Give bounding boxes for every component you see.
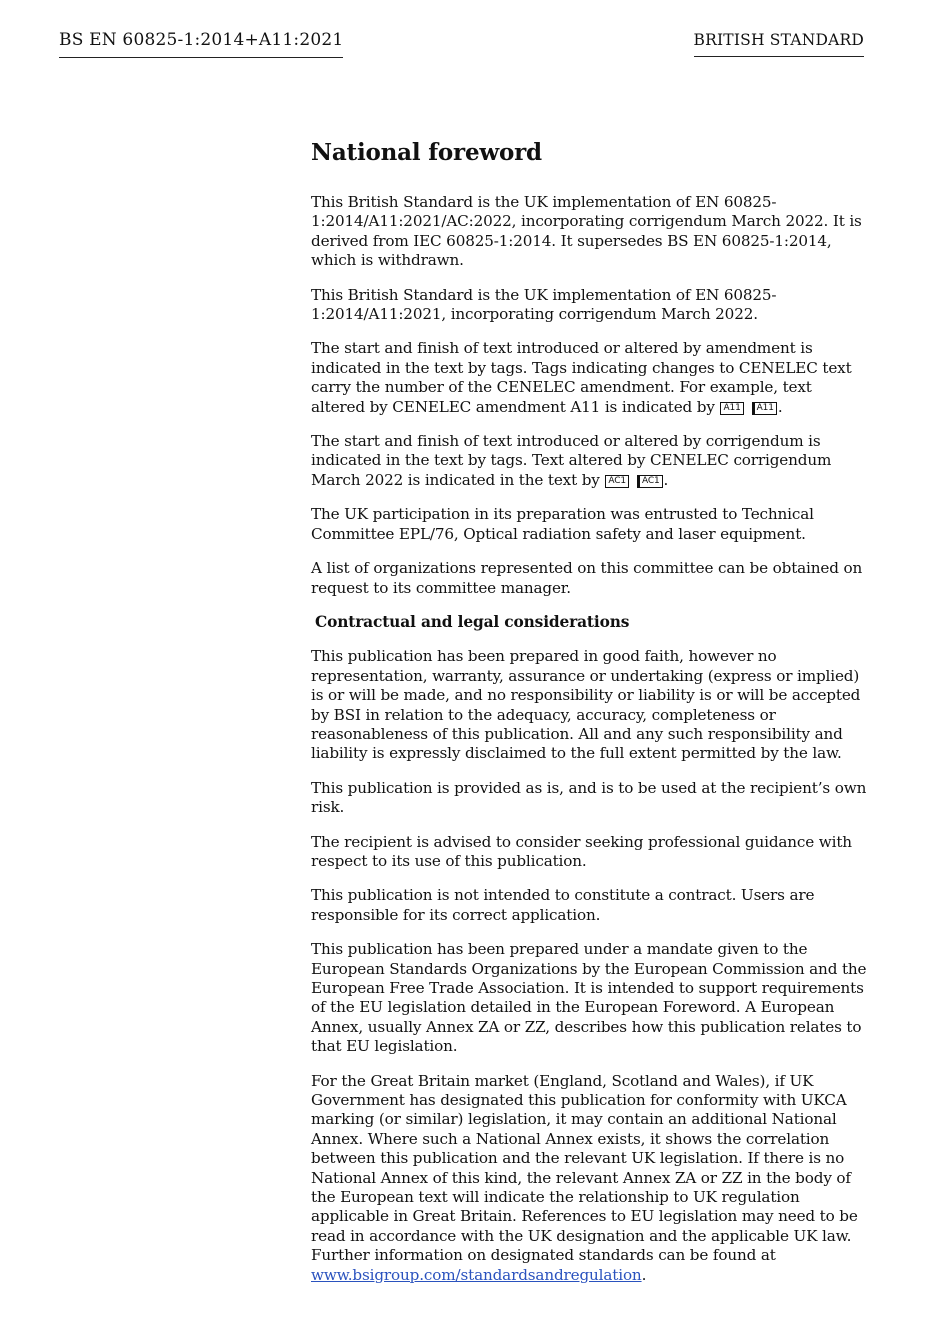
paragraph-end: . [777, 397, 783, 416]
paragraph-text: The start and finish of text introduced or altered by amendment is indicated in the text by tags. Tags indicating changes to CENELEC text carry the number of the CENELEC amendment. For example, text altered by CENELEC amendment A11 is indicated by [311, 339, 852, 416]
paragraph-text: The start and finish of text introduced or altered by corrigendum is indicated in the text by tags. Text altered by CENELEC corrigendum March 2022 is indicated in the text by [311, 432, 832, 489]
paragraph-great-britain [311, 1072, 867, 1285]
paragraph-guidance: The recipient is advised to consider seeking professional guidance with respect to its use of this publication. [311, 832, 852, 870]
paragraph-implementation-amendment: This British Standard is the UK implementation of EN 60825-1:2014/A11:2021, incorporating corrigendum March 2022. [311, 285, 777, 324]
paragraph-implementation: This British Standard is the UK implementation of EN 60825-1:2014/A11:2021/AC:2022, incorporating corrigendum March 2022. It is derived from IEC 60825-1:2014. It supersedes BS EN 60825-1:2014, which is withdrawn. [311, 193, 862, 270]
paragraph-own-risk: This publication is provided as is, and is to be used at the recipient’s own risk. [311, 778, 867, 817]
paragraph-amendment-tags [311, 339, 867, 417]
paragraph-end: . [663, 470, 669, 489]
paragraph-good-faith: This publication has been prepared in good faith, however no representation, warranty, assurance or undertaking (express or implied) is or will be made, and no responsibility or liability is or will be accepted by BSI in relation to the adequacy, accuracy, completeness or reasonableness of this publication. All and any such responsibility and liability is expressly disclaimed to the full extent permitted by the law. [311, 647, 861, 763]
corrigendum-open-tag-icon: AC1 [605, 475, 629, 488]
paragraph-corrigendum-tags [311, 432, 867, 490]
document-id: BS EN 60825-1:2014+A11:2021 [59, 30, 343, 58]
paragraph-text: For the Great Britain market (England, Scotland and Wales), if UK Government has designated this publication for conformity with UKCA marking (or similar) legislation, it may contain an additional National Annex. Where such a National Annex exists, it shows the correlation between this publication and the relevant UK legislation. If there is no National Annex of this kind, the relevant Annex ZA or ZZ in the body of the European text will indicate the relationship to UK regulation applicable in Great Britain. References to EU legislation may need to be read in accordance with the UK designation and the applicable UK law. Further information on designated standards can be found at [311, 1071, 858, 1265]
amendment-close-tag-icon: A11 [752, 402, 777, 415]
bsi-standards-link[interactable]: www.bsigroup.com/standardsandregulation [311, 1265, 642, 1284]
paragraph-committee: The UK participation in its preparation was entrusted to Technical Committee EPL/76, Optical radiation safety and laser equipment. [311, 505, 814, 543]
paragraph-end: . [641, 1265, 647, 1284]
foreword-body [311, 137, 867, 1300]
paragraph-not-contract: This publication is not intended to constitute a contract. Users are responsible for its correct application. [311, 886, 815, 924]
amendment-open-tag-icon: A11 [720, 402, 743, 415]
header-label: BRITISH STANDARD [694, 31, 865, 57]
corrigendum-close-tag-icon: AC1 [637, 475, 663, 488]
paragraph-organizations: A list of organizations represented on this committee can be obtained on request to its committee manager. [311, 559, 863, 597]
section-heading: Contractual and legal considerations [315, 612, 630, 631]
page-title: National foreword [311, 139, 542, 166]
paragraph-mandate: This publication has been prepared under a mandate given to the European Standards Organizations by the European Commission and the European Free Trade Association. It is intended to support requirements of the EU legislation detailed in the European Foreword. A European Annex, usually Annex ZA or ZZ, describes how this publication relates to that EU legislation. [311, 940, 867, 1056]
